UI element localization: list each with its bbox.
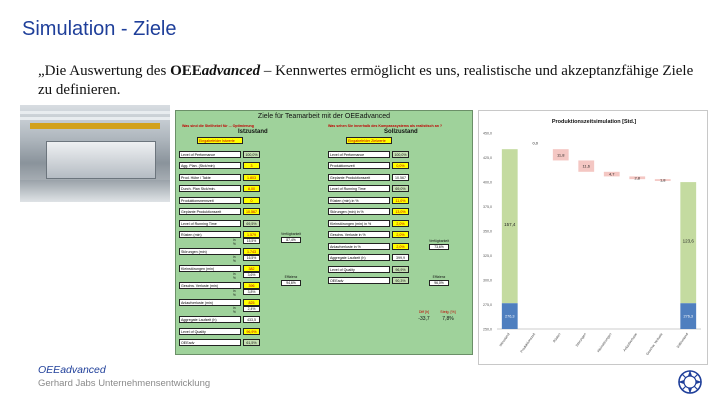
y-tick-label: 300,0 <box>483 278 492 283</box>
soll-row-label: Störungen (min) in % <box>328 208 390 215</box>
ist-row-sub-value: 15,5% <box>243 238 260 244</box>
ist-efficiency-label: Effizienz <box>284 275 298 279</box>
delta-value-steig: 7,8% <box>442 316 454 322</box>
ist-row-sub-label: in % <box>233 289 236 297</box>
ist-row-value[interactable]: 96,9% <box>243 328 260 335</box>
left-col-head: Istzustand <box>238 129 268 135</box>
soll-efficiency-value: 96,0% <box>429 280 449 286</box>
soll-row-label: OEEadv <box>328 277 390 284</box>
ist-row-value[interactable]: 69,5% <box>243 220 260 227</box>
category-label: Anlaufverluste <box>622 332 639 353</box>
ist-row-sub-value: 3,8% <box>243 289 260 295</box>
category-label: Störungen <box>574 332 588 348</box>
delta-head-diff: Diff [h] <box>418 310 430 314</box>
y-tick-label: 375,0 <box>483 205 492 209</box>
right-col-head: Sollzustand <box>384 129 418 135</box>
y-tick-label: 275,0 <box>483 303 492 307</box>
soll-row-label: Level of Quality <box>328 266 390 273</box>
ist-row-value[interactable]: 433,5 <box>243 316 260 323</box>
ist-row-value[interactable]: 1.743 <box>243 248 260 255</box>
ist-row-label: Aggregate Laufzeit (h) <box>179 316 241 323</box>
production-time-chart <box>478 110 708 365</box>
ist-row-value[interactable]: 8,00 <box>243 185 260 192</box>
slide-title: Simulation - Ziele <box>22 18 177 40</box>
quote-text: „Die Auswertung des OEEadvanced – Kennwertes ermöglicht es uns, realistische und akzeptanzfähige Ziele zu definieren. <box>38 63 694 98</box>
bar-label-loss: 0,0 <box>532 140 539 146</box>
chart-title: Produktionszeitsimulation [Std.] <box>551 119 637 125</box>
ist-row-label: Störungen (min) <box>179 248 241 255</box>
ist-row-sub-label: in % <box>233 255 236 263</box>
soll-row-label: Geschw. Verluste in % <box>328 231 390 238</box>
soll-row-value[interactable]: 0,0% <box>392 162 409 169</box>
ist-row-label: Level of Running Time <box>179 220 241 227</box>
delta-value-diff: -33,7 <box>418 316 430 322</box>
category-label: Rüsten <box>552 332 562 344</box>
soll-row-value[interactable]: 10.567 <box>392 174 409 181</box>
ist-row-label: Kleinstörungen (min) <box>179 265 241 272</box>
soll-row-label: Level of Running Time <box>328 185 390 192</box>
y-tick-label: 250,0 <box>483 327 492 332</box>
oee-spreadsheet <box>175 110 473 355</box>
ist-row-value[interactable]: 0 <box>243 197 260 204</box>
sheet-sub-right: Was sehen Sie innerhalb des Kompasssystems als realistisch an ? <box>328 124 443 128</box>
ist-efficiency-value: 94,6% <box>281 280 301 286</box>
soll-row-value[interactable]: 100,0% <box>392 151 409 158</box>
y-tick-label: 425,0 <box>483 156 492 160</box>
footer-company: Gerhard Jabs Unternehmensentwicklung <box>38 378 211 389</box>
bar-label-time: 123,6 <box>682 238 694 244</box>
factory-photo <box>20 105 170 202</box>
category-label: Sollzustand <box>675 332 690 349</box>
category-label: Kleinstörungen <box>596 332 613 354</box>
y-tick-label: 325,0 <box>483 254 492 258</box>
ist-row-label: Agg. Plan. (Stck/min) <box>179 162 241 169</box>
ist-row-value[interactable]: 10.567 <box>243 208 260 215</box>
ist-row-sub-value: 2,4% <box>243 306 260 312</box>
soll-row-value[interactable]: 2,0% <box>392 231 409 238</box>
ist-row-label: OEEadv <box>179 339 241 346</box>
bar-label-loss: 1,8 <box>659 177 666 183</box>
ist-row-value[interactable]: 100,0% <box>243 151 260 158</box>
chart-svg <box>479 111 709 366</box>
delta-head-steig: Steig. [%] <box>440 310 456 314</box>
ist-row-label: Level of Performance <box>179 151 241 158</box>
soll-row-label: Aggregate Laufzeit (h) <box>328 254 390 261</box>
sheet-sub-left: Was sind die Stellhebel für ... Optimierung <box>182 124 254 128</box>
soll-row-label: Level of Performance <box>328 151 390 158</box>
soll-row-value[interactable]: 399,9 <box>392 254 409 261</box>
ist-availability-label: Verfügbarkeit <box>281 232 301 236</box>
ist-row-label: Rüsten (min) <box>179 231 241 238</box>
ist-row-value[interactable]: 396 <box>243 282 260 289</box>
bar-label-loss: 2,8 <box>634 175 641 181</box>
soll-row-label: Geplante Produktionszeit <box>328 174 390 181</box>
soll-row-value[interactable]: 11,0% <box>392 197 409 204</box>
soll-efficiency-label: Effizienz <box>432 275 446 279</box>
ist-row-value[interactable]: 61,5% <box>243 339 260 346</box>
category-label: Geschw. Verluste <box>645 332 664 357</box>
soll-row-value[interactable]: 13,0% <box>392 208 409 215</box>
soll-row-value[interactable]: 2,0% <box>392 243 409 250</box>
y-tick-label: 450,0 <box>483 131 492 136</box>
ist-row-value[interactable]: 825 <box>243 299 260 306</box>
y-tick-label: 400,0 <box>483 180 492 185</box>
ist-row-value[interactable]: 1.803 <box>243 174 260 181</box>
bar-label-loss: 11,8 <box>557 152 565 158</box>
footer-brand: OEEadvanced <box>38 364 106 376</box>
ist-row-label: Durch. Plan Stck/min. <box>179 185 241 192</box>
soll-row-label: Anlaufverluste in % <box>328 243 390 250</box>
ist-row-sub-label: in % <box>233 272 236 280</box>
ist-row-label: Eingabefelder Istwerte <box>197 137 243 144</box>
ist-row-label: Geplante Produktionszeit <box>179 208 241 215</box>
soll-row-value[interactable]: 69,0% <box>392 185 409 192</box>
ist-row-value[interactable]: 382 <box>243 265 260 272</box>
soll-availability-value: 73,6% <box>429 244 449 250</box>
company-logo-icon <box>672 368 708 396</box>
ist-row-label: Prod. Hübe / Takte <box>179 174 241 181</box>
category-label: Istzustand <box>498 332 511 348</box>
soll-availability-label: Verfügbarkeit <box>429 239 449 243</box>
bar-label-time: 157,4 <box>504 222 516 228</box>
ist-row-sub-label: in % <box>233 238 236 246</box>
ist-row-label: Produktionsnennzeit <box>179 197 241 204</box>
ist-row-sub-label: in % <box>233 306 236 314</box>
soll-row-label: Kleinstörungen (min) in % <box>328 220 390 227</box>
bar-label-loss: 11,6 <box>582 163 590 169</box>
category-label: Produktionszeit <box>519 332 537 354</box>
ist-row-label: Geschw. Verluste (min) <box>179 282 241 289</box>
soll-row-value[interactable]: 90,3% <box>392 277 409 284</box>
ist-availability-value: 87,4% <box>281 237 301 243</box>
ist-row-sub-value: 3,6% <box>243 272 260 278</box>
bar-label-base: 276,3 <box>683 314 694 319</box>
bar-label-base: 276,3 <box>504 314 515 319</box>
ist-row-value[interactable]: 3 <box>243 162 260 169</box>
soll-row-value[interactable]: 96,9% <box>392 266 409 273</box>
soll-row-label: Rüsten (min) in % <box>328 197 390 204</box>
ist-row-label: Level of Quality <box>179 328 241 335</box>
ist-row-sub-value: 16,5% <box>243 255 260 261</box>
bar-label-loss: 4,7 <box>608 171 615 177</box>
soll-row-value[interactable]: 2,0% <box>392 220 409 227</box>
ist-row-label: Anlaufverluste (min) <box>179 299 241 306</box>
soll-row-label: Eingabefelder Zielwerte <box>346 137 392 144</box>
y-tick-label: 350,0 <box>483 229 492 234</box>
sheet-title: Ziele für Teamarbeit mit der OEEadvanced <box>257 113 391 120</box>
ist-row-value[interactable]: 1.579 <box>243 231 260 238</box>
soll-row-label: Produktionszeit <box>328 162 390 169</box>
